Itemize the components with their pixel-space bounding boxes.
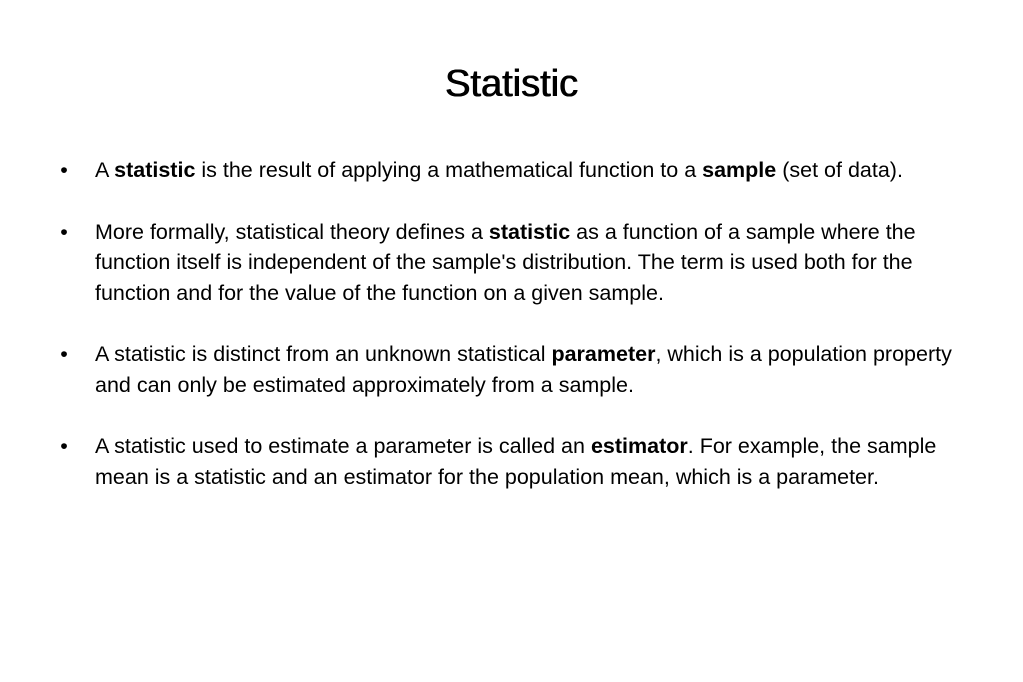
bullet-item-statistic-definition [0,155,1023,186]
bullet-icon: • [60,434,68,458]
text-run: is the result of applying a mathematical function to a [195,158,703,182]
text-run: More formally, statistical theory defines a [95,219,489,244]
bullet-text [95,342,952,397]
text-run: A [95,158,115,182]
bullet-icon: • [60,158,68,182]
bold-term-statistic: statistic [488,219,571,244]
bold-term-parameter: parameter [551,342,656,366]
bullet-item-estimator [0,431,1023,492]
text-run: A statistic is distinct from an unknown statistical [95,342,552,366]
text-run: (set of data). [776,158,903,182]
text-run: , which is a population property and can only be estimated approximately from a sample. [95,342,952,397]
bold-term-sample: sample [702,158,777,182]
text-run: . For example, the sample mean is a statistic and an estimator for the population mean, which is a parameter. [95,434,937,489]
bold-term-estimator: estimator [590,434,688,458]
bullet-icon: • [60,219,68,244]
bullet-text [95,220,916,305]
bold-term-statistic: statistic [114,158,196,182]
bullet-item-parameter [0,339,1023,400]
text-run: as a function of a sample where the function itself is independent of the sample's distribution. The term is used both for the function and for the value of the function on a given sample. [95,219,916,305]
bullet-list [0,155,1023,523]
slide-title: Statistic [444,63,579,105]
bullet-item-formal-definition [0,217,1023,309]
bullet-text [95,158,903,182]
bullet-icon: • [60,342,68,366]
bullet-text [95,434,936,489]
text-run: A statistic used to estimate a parameter is called an [95,434,591,458]
